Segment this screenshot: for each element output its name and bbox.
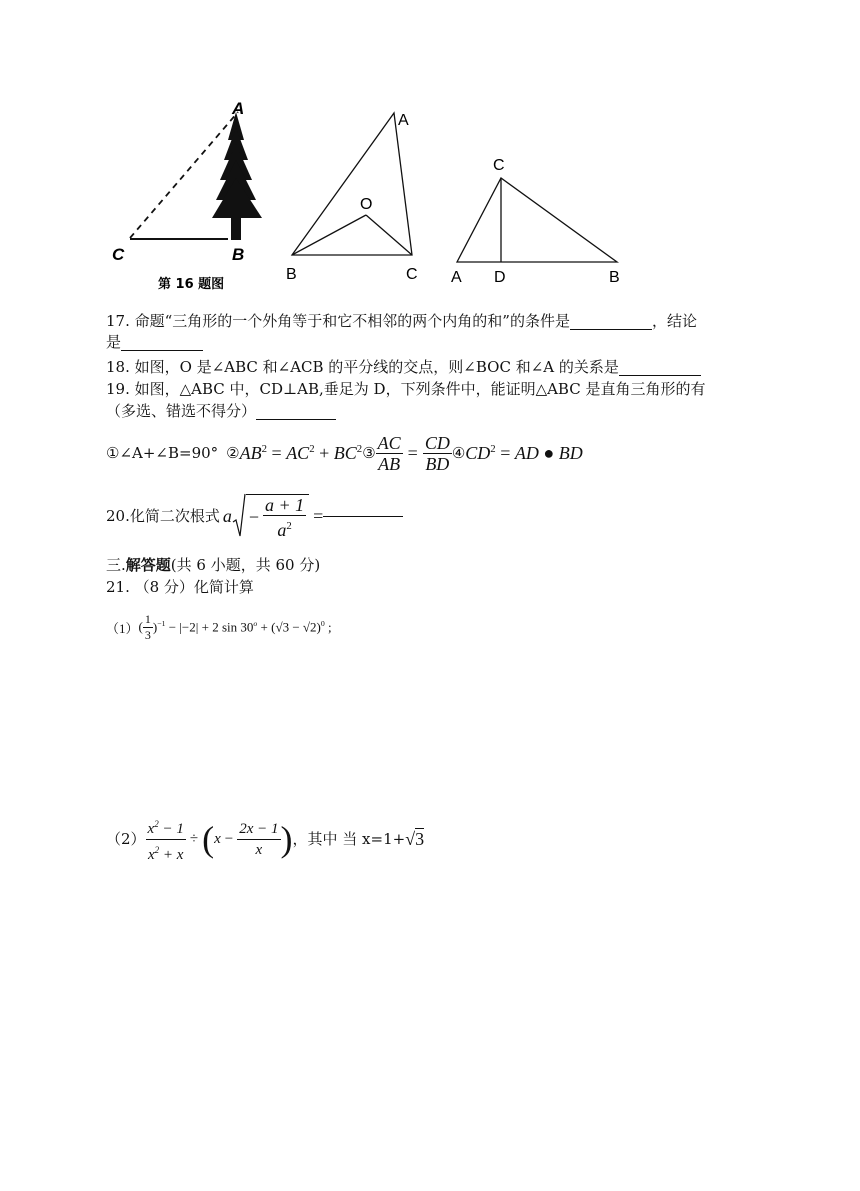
fig19-label-c: C bbox=[493, 157, 505, 174]
q19-line2-text: （多选、错选不得分） bbox=[106, 402, 257, 420]
fig18-label-b: B bbox=[286, 266, 297, 283]
q17-conclusion-blank[interactable] bbox=[121, 335, 203, 351]
q19-option-3-formula: $\frac{AC}{AB}$ = $\frac{CD}{BD}$ bbox=[377, 432, 450, 474]
question-17-line2 bbox=[106, 333, 203, 351]
q17-line1-end: ，结论 bbox=[651, 312, 697, 330]
q17-line2-text: 是 bbox=[106, 333, 122, 351]
fig18-label-a: A bbox=[398, 112, 409, 129]
fig16-caption: 第 16 题图 bbox=[158, 277, 225, 292]
q21-part2-sqrt3: √3 bbox=[405, 828, 425, 849]
question-19-line1 bbox=[106, 380, 705, 398]
question-21-title: 21. （8 分）化简计算 bbox=[106, 578, 254, 596]
q20-denominator: a bbox=[277, 520, 287, 540]
fig16-label-b: B bbox=[232, 245, 245, 264]
q21-part2-formula: $\frac{x^2 - 1}{x^2 + x}$ ÷ ( x − $\frac{2x - 1}{x}$ ) bbox=[146, 814, 293, 865]
fig19-label-d: D bbox=[494, 269, 506, 286]
q17-text: 17. 命题“三角形的一个外角等于和它不相邻的两个内角的和”的条件是 bbox=[106, 312, 570, 330]
question-19-line2 bbox=[106, 402, 336, 420]
question-20: 20.化简二次根式 a − $\frac{a + 1}{a^2}$ = bbox=[106, 490, 403, 542]
q19-option-4-mark: ④ bbox=[451, 444, 466, 462]
q19-option-2-formula: $AB^2 = AC^2 + BC^2$ bbox=[239, 442, 363, 463]
question-21-part-1 bbox=[106, 606, 332, 648]
q20-coefficient: a bbox=[222, 505, 232, 526]
question-17-line1 bbox=[106, 312, 697, 330]
fig18-label-o: O bbox=[360, 196, 373, 213]
q21-part2-tail: ，其中 当 x=1+ bbox=[292, 830, 406, 848]
q20-radicand: − $\frac{a + 1}{a^2}$ bbox=[246, 494, 309, 540]
fig18-label-c: C bbox=[406, 266, 418, 283]
q19-option-3-mark: ③ bbox=[362, 444, 376, 462]
q21-part1-formula: ( $\frac{1}{3}$ )$^{-1}$ − |−2| + 2 $\sin 30^o + (√3 - √2)^0$ ; bbox=[138, 611, 332, 642]
q17-condition-blank[interactable] bbox=[570, 314, 652, 330]
fig19-label-a: A bbox=[451, 269, 462, 286]
q19-answer-blank[interactable] bbox=[256, 404, 336, 420]
section-3-heading: 三.解答题(共 6 小题，共 60 分) bbox=[106, 556, 321, 574]
q19-option-4-formula: $CD^2$ = AD ● BD bbox=[465, 442, 583, 463]
question-21-part-2 bbox=[106, 816, 424, 862]
question-18 bbox=[106, 358, 701, 376]
q18-answer-blank[interactable] bbox=[619, 360, 701, 376]
q20-answer-blank[interactable] bbox=[323, 501, 403, 517]
figure-18-triangle bbox=[282, 105, 432, 290]
q20-numerator: a + 1 bbox=[265, 495, 305, 515]
figure-16-tree bbox=[100, 100, 280, 300]
radical-sign-icon bbox=[232, 492, 246, 540]
fig19-label-b: B bbox=[609, 269, 620, 286]
q19-options bbox=[106, 428, 583, 478]
fig16-label-c: C bbox=[112, 245, 125, 264]
tree-icon bbox=[212, 112, 262, 240]
fig16-label-a: A bbox=[232, 100, 245, 118]
q19-text: 19. 如图，△ABC 中，CD⊥AB,垂足为 D，下列条件中，能证明△ABC 是直角三角形的有 bbox=[106, 380, 706, 398]
q18-text: 18. 如图，O 是∠ABC 和∠ACB 的平分线的交点，则∠BOC 和∠A 的关系是 bbox=[106, 358, 619, 376]
q20-label: 20.化简二次根式 bbox=[106, 507, 220, 525]
figure-19-triangle bbox=[445, 150, 635, 290]
q19-option-1: ①∠A+∠B=90° bbox=[106, 444, 219, 462]
q19-option-2-mark: ② bbox=[226, 444, 240, 462]
q21-part2-label: （2） bbox=[106, 830, 146, 848]
q21-part1-label: （1） bbox=[106, 620, 139, 636]
